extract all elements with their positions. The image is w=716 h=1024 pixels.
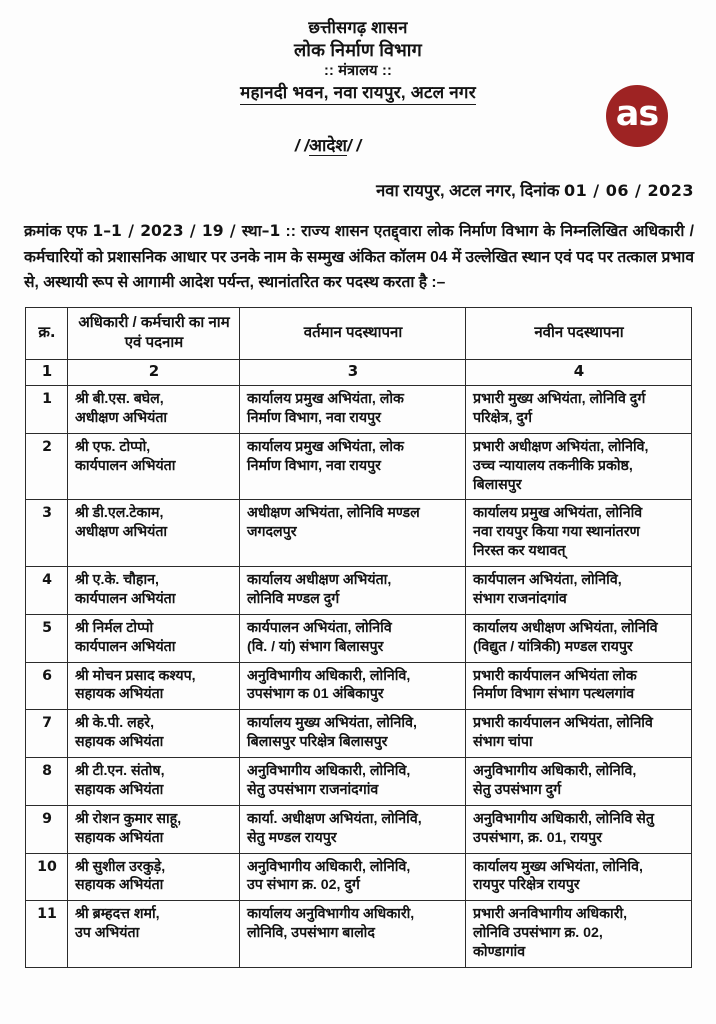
cell-line: श्री ब्रम्हदत्त शर्मा,: [75, 906, 160, 923]
cell-line: कार्यालय अधीक्षण अभियंता,: [247, 572, 392, 588]
officer-name-designation: [68, 614, 240, 662]
cell-line: लोनिवि, उपसंभाग बालोद: [247, 925, 375, 942]
table-row: [26, 433, 692, 500]
cell-line: कार्यपालन अभियंता, लोनिवि: [247, 619, 392, 636]
new-posting: [466, 614, 692, 662]
transfer-table: [25, 307, 692, 968]
reference-number: 1–1 / 2023 / 19 / स्था–1: [92, 222, 281, 241]
cell-line: श्री डी.एल.टेकाम,: [75, 505, 164, 522]
current-posting: [240, 662, 466, 710]
row-serial-number: 6: [26, 662, 68, 710]
row-serial-number: 3: [26, 500, 68, 567]
current-posting: [240, 758, 466, 806]
cell-line: निर्माण विभाग, नवा रायपुर: [247, 457, 381, 474]
cell-line: उपसंभाग क 01 अंबिकापुर: [247, 686, 384, 703]
officer-name-designation: [68, 500, 240, 567]
cell-line: श्री ए.के. चौहान,: [75, 572, 159, 588]
officer-name-designation: [68, 662, 240, 710]
order-date: 01 / 06 / 2023: [563, 181, 694, 201]
cell-line: कार्यालय प्रमुख अभियंता, लोक: [247, 438, 404, 455]
colnum-1: 1: [26, 360, 68, 386]
cell-line: बिलासपुर: [473, 476, 522, 493]
transfer-table-wrapper: [25, 307, 692, 968]
cell-line: सेतु मण्डल रायपुर: [247, 829, 337, 846]
order-prefix-slashes: / /: [294, 136, 310, 156]
cell-line: कार्यालय मुख्य अभियंता, लोनिवि,: [247, 715, 417, 732]
header-current-posting: वर्तमान पदस्थापना: [240, 308, 466, 360]
current-posting: [240, 614, 466, 662]
header-serial: क्र.: [26, 308, 68, 360]
cell-line: सेतु उपसंभाग राजनांदगांव: [247, 781, 379, 798]
new-posting: [466, 500, 692, 567]
row-serial-number: 7: [26, 710, 68, 758]
order-body-text: राज्य शासन एतद्द्वारा लोक निर्माण विभाग के निम्नलिखित अधिकारी / कर्मचारियों को प्रशासनिक आधार पर उनके नाम के सम्मुख अंकित कॉलम 04 में उल्लेखित स्थान एवं पद पर तत्काल प्रभाव से, अस्थायी रूप से आगामी आदेश पर्यन्त, स्थानांतरित कर पदस्थ करता है :–: [24, 223, 694, 291]
row-serial-number: 8: [26, 758, 68, 806]
government-name: छत्तीसगढ़ शासन: [308, 19, 408, 37]
new-posting: [466, 433, 692, 500]
cell-line: श्री एफ. टोप्पो,: [75, 438, 151, 455]
cell-line: कार्यालय अधीक्षण अभियंता, लोनिवि: [473, 619, 658, 636]
table-row: [26, 567, 692, 615]
current-posting: [240, 433, 466, 500]
new-posting: [466, 710, 692, 758]
row-serial-number: 1: [26, 386, 68, 434]
row-serial-number: 4: [26, 567, 68, 615]
cell-line: निर्माण विभाग संभाग पत्थलगांव: [473, 686, 635, 703]
cell-line: लोनिवि मण्डल दुर्ग: [247, 590, 340, 607]
officer-name-designation: [68, 567, 240, 615]
order-suffix-slashes: / /: [346, 136, 362, 156]
cell-line: कार्या. अधीक्षण अभियंता, लोनिवि,: [247, 810, 422, 827]
cell-line: सहायक अभियंता: [75, 877, 164, 894]
current-posting: [240, 901, 466, 968]
cell-line: श्री के.पी. लहरे,: [75, 715, 155, 732]
cell-line: कार्यालय प्रमुख अभियंता, लोनिवि: [473, 505, 643, 522]
cell-line: उप अभियंता: [75, 925, 140, 942]
cell-line: संभाग चांपा: [473, 734, 533, 751]
table-row: [26, 758, 692, 806]
cell-line: परिक्षेत्र, दुर्ग: [473, 409, 532, 426]
cell-line: सहायक अभियंता: [75, 829, 164, 846]
row-serial-number: 5: [26, 614, 68, 662]
table-column-number-row: [26, 360, 692, 386]
row-serial-number: 10: [26, 853, 68, 901]
place-and-date: [0, 178, 716, 201]
officer-name-designation: [68, 853, 240, 901]
header-name-designation: अधिकारी / कर्मचारी का नाम एवं पदनाम: [68, 308, 240, 360]
cell-line: निर्माण विभाग, नवा रायपुर: [247, 409, 381, 426]
cell-line: जगदलपुर: [247, 524, 297, 541]
header-new-posting: नवीन पदस्थापना: [466, 308, 692, 360]
cell-line: अनुविभागीय अधिकारी, लोनिवि,: [247, 667, 411, 684]
current-posting: [240, 567, 466, 615]
cell-line: अधीक्षण अभियंता: [75, 409, 168, 426]
cell-line: कार्यपालन अभियंता, लोनिवि,: [473, 572, 622, 588]
current-posting: [240, 710, 466, 758]
cell-line: अनुविभागीय अधिकारी, लोनिवि,: [473, 763, 637, 779]
table-header-row: [26, 308, 692, 360]
officer-name-designation: [68, 901, 240, 968]
cell-line: श्री टी.एन. संतोष,: [75, 763, 165, 779]
current-posting: [240, 853, 466, 901]
colnum-2: 2: [68, 360, 240, 386]
current-posting: [240, 386, 466, 434]
cell-line: उप संभाग क्र. 02, दुर्ग: [247, 877, 360, 894]
table-row: [26, 662, 692, 710]
cell-line: सहायक अभियंता: [75, 734, 164, 751]
department-name: लोक निर्माण विभाग: [294, 40, 422, 61]
table-row: [26, 614, 692, 662]
cell-line: श्री सुशील उरकुड़े,: [75, 858, 166, 875]
cell-line: (विद्युत / यांत्रिकी) मण्डल रायपुर: [473, 638, 633, 655]
table-row: [26, 805, 692, 853]
transfer-table-body: [26, 386, 692, 968]
order-title: [0, 133, 716, 156]
reference-label: क्रमांक एफ: [24, 223, 88, 241]
cell-line: (वि. / यां) संभाग बिलासपुर: [247, 638, 384, 655]
table-row: [26, 901, 692, 968]
table-row: [26, 710, 692, 758]
letterhead: [0, 0, 716, 105]
cell-line: श्री निर्मल टोप्पो: [75, 619, 154, 636]
cell-line: प्रभारी अनविभागीय अधिकारी,: [473, 906, 628, 923]
row-serial-number: 9: [26, 805, 68, 853]
cell-line: कार्यपालन अभियंता: [75, 590, 176, 607]
cell-line: कार्यपालन अभियंता: [75, 457, 176, 474]
cell-line: श्री रोशन कुमार साहू,: [75, 810, 182, 827]
colnum-3: 3: [240, 360, 466, 386]
new-posting: [466, 901, 692, 968]
new-posting: [466, 567, 692, 615]
cell-line: प्रभारी मुख्य अभियंता, लोनिवि दुर्ग: [473, 391, 646, 407]
new-posting: [466, 853, 692, 901]
new-posting: [466, 386, 692, 434]
cell-line: उपसंभाग, क्र. 01, रायपुर: [473, 829, 602, 846]
order-word-text: आदेश: [309, 136, 347, 156]
cell-line: श्री मोचन प्रसाद कश्यप,: [75, 667, 196, 684]
cell-line: संभाग राजनांदगांव: [473, 590, 567, 607]
row-serial-number: 11: [26, 901, 68, 968]
row-serial-number: 2: [26, 433, 68, 500]
new-posting: [466, 758, 692, 806]
as-logo-icon: [606, 85, 668, 147]
cell-line: उच्च न्यायालय तकनीकि प्रकोष्ठ,: [473, 457, 633, 474]
cell-line: सहायक अभियंता: [75, 781, 164, 798]
cell-line: प्रभारी कार्यपालन अभियंता लोक: [473, 667, 637, 684]
cell-line: रायपुर परिक्षेत्र रायपुर: [473, 877, 580, 894]
cell-line: कार्यालय अनुविभागीय अधिकारी,: [247, 906, 415, 923]
order-body-paragraph: [24, 219, 694, 295]
ministry-name: :: मंत्रालय ::: [323, 63, 393, 80]
officer-name-designation: [68, 758, 240, 806]
cell-line: सेतु उपसंभाग दुर्ग: [473, 781, 562, 798]
cell-line: श्री बी.एस. बघेल,: [75, 391, 164, 407]
cell-line: अधीक्षण अभियंता, लोनिवि मण्डल: [247, 505, 420, 522]
cell-line: प्रभारी कार्यपालन अभियंता, लोनिवि: [473, 715, 653, 732]
cell-line: अधीक्षण अभियंता: [75, 524, 168, 541]
cell-line: प्रभारी अधीक्षण अभियंता, लोनिवि,: [473, 438, 649, 455]
as-logo-text: as: [615, 93, 659, 134]
cell-line: सहायक अभियंता: [75, 686, 164, 703]
cell-line: लोनिवि उपसंभाग क्र. 02,: [473, 925, 603, 942]
cell-line: नवा रायपुर किया गया स्थानांतरण: [473, 524, 640, 541]
table-row: [26, 853, 692, 901]
cell-line: बिलासपुर परिक्षेत्र बिलासपुर: [247, 734, 388, 751]
current-posting: [240, 500, 466, 567]
table-row: [26, 500, 692, 567]
cell-line: अनुविभागीय अधिकारी, लोनिवि सेतु: [473, 810, 654, 827]
table-row: [26, 386, 692, 434]
colnum-4: 4: [466, 360, 692, 386]
cell-line: कोण्डागांव: [473, 944, 526, 960]
cell-line: कार्यपालन अभियंता: [75, 638, 176, 655]
officer-name-designation: [68, 433, 240, 500]
cell-line: अनुविभागीय अधिकारी, लोनिवि,: [247, 763, 411, 779]
cell-line: कार्यालय प्रमुख अभियंता, लोक: [247, 391, 404, 407]
cell-line: कार्यालय मुख्य अभियंता, लोनिवि,: [473, 858, 643, 875]
cell-line: अनुविभागीय अधिकारी, लोनिवि,: [247, 858, 411, 875]
officer-name-designation: [68, 710, 240, 758]
officer-name-designation: [68, 386, 240, 434]
cell-line: निरस्त कर यथावत्: [473, 543, 566, 560]
new-posting: [466, 805, 692, 853]
current-posting: [240, 805, 466, 853]
officer-name-designation: [68, 805, 240, 853]
new-posting: [466, 662, 692, 710]
address-line: महानदी भवन, नवा रायपुर, अटल नगर: [240, 82, 476, 106]
reference-separator: ::: [285, 223, 296, 241]
place-text: नवा रायपुर, अटल नगर, दिनांक: [376, 182, 560, 201]
